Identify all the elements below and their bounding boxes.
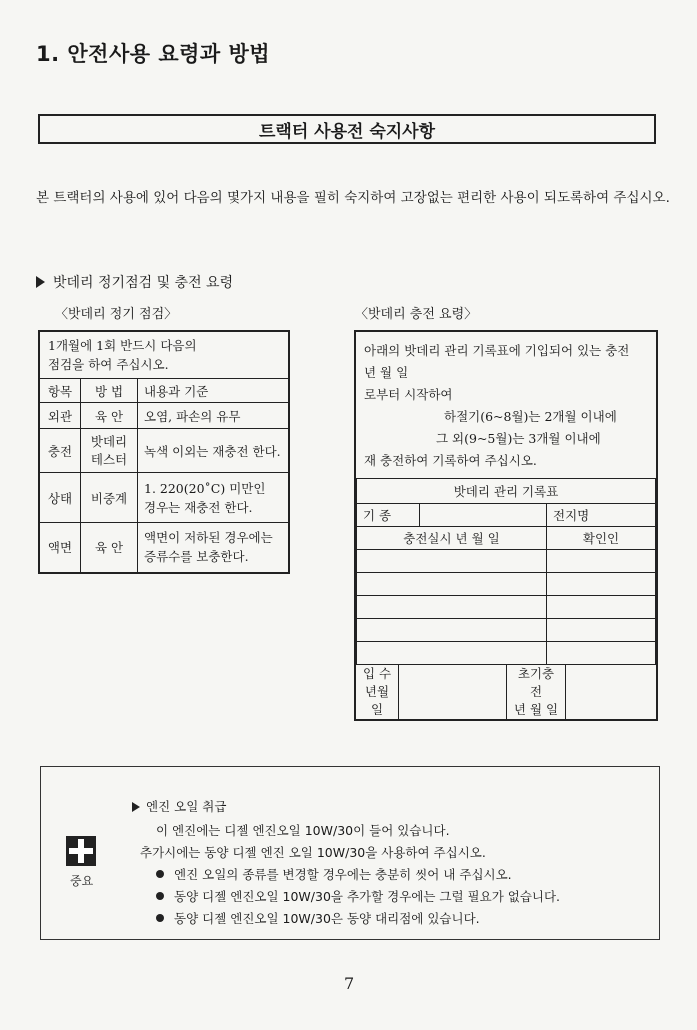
table-row (39, 403, 289, 429)
left-subtitle: 〈밧데리 정기 점검〉 (55, 307, 178, 322)
row-content: 녹색 이외는 재충전 한다. (138, 429, 290, 473)
important-line: 추가시에는 동양 디젤 엔진 오일 10W/30을 사용하여 주십시오. (140, 845, 486, 860)
check-note-line: 1개월에 1회 반드시 다음의 (48, 338, 197, 353)
row-item: 액면 (39, 523, 81, 573)
row-method: 비중계 (81, 473, 138, 523)
initial-charge-label (507, 665, 566, 719)
record-row (357, 573, 656, 596)
header-item: 항목 (39, 379, 81, 403)
row-content: 오염, 파손의 유무 (138, 403, 290, 429)
bullet-item (156, 909, 480, 927)
row-item: 상태 (39, 473, 81, 523)
record-row (357, 550, 656, 573)
triangle-arrow-icon (36, 276, 45, 288)
charging-instructions (356, 332, 656, 478)
important-heading-text: 엔진 오일 취급 (146, 799, 227, 814)
bullet-icon (156, 870, 164, 878)
initial-charge-label-line: 년 월 일 (513, 702, 559, 717)
record-footer (356, 665, 656, 719)
important-heading (132, 797, 226, 815)
right-subtitle: 〈밧데리 충전 요령〉 (355, 307, 478, 322)
instruction-line: 하절기(6~8월)는 2개월 이내에 (444, 409, 617, 424)
record-row (357, 596, 656, 619)
bullet-icon (156, 892, 164, 900)
table-row (39, 523, 289, 573)
row-method: 육 안 (81, 403, 138, 429)
confirm-column-header: 확인인 (547, 527, 656, 550)
dealer-label: 전지명 (547, 504, 656, 527)
instruction-line: 로부터 시작하여 (364, 387, 453, 402)
import-date-label-line: 입 수 (362, 666, 392, 681)
table-row (39, 473, 289, 523)
row-content-line: 경우는 재충전 한다. (144, 499, 253, 515)
battery-check-table (38, 330, 290, 574)
model-value[interactable] (420, 504, 547, 527)
record-row (357, 642, 656, 665)
banner-title: 트랙터 사용전 숙지사항 (38, 114, 656, 144)
instruction-line: 그 외(9~5월)는 3개월 이내에 (436, 431, 601, 446)
row-content-line: 증류수를 보충한다. (144, 549, 249, 565)
row-item: 외관 (39, 403, 81, 429)
row-content (138, 473, 290, 523)
bullet-text: 동양 디젤 엔진오일 10W/30은 동양 대리점에 있습니다. (174, 911, 480, 926)
row-content-line: 1. 220(20˚C) 미만인 (144, 480, 266, 496)
battery-charging-box (354, 330, 658, 721)
initial-charge-label-line: 초기충전 (517, 666, 555, 699)
bullet-item (156, 887, 560, 905)
record-row (357, 619, 656, 642)
row-method: 육 안 (81, 523, 138, 573)
check-note-line: 점검을 하여 주십시오. (48, 357, 169, 372)
row-content (138, 523, 290, 573)
battery-record-table (356, 478, 656, 665)
initial-charge-value[interactable] (566, 665, 657, 719)
important-line: 이 엔진에는 디젤 엔진오일 10W/30이 들어 있습니다. (156, 823, 450, 838)
import-date-label (356, 665, 399, 719)
bullet-item (156, 865, 512, 883)
intro-text: 본 트랙터의 사용에 있어 다음의 몇가지 내용을 필히 숙지하여 고장없는 편리한 사용이 되도록하여 주십시오. (36, 190, 670, 206)
section-title: 밧데리 정기점검 및 충전 요령 (53, 275, 234, 291)
bullet-icon (156, 914, 164, 922)
date-column-header: 충전실시 년 월 일 (357, 527, 547, 550)
row-method-line: 밧데리 (90, 433, 128, 449)
instruction-line: 재 충전하여 기록하여 주십시오. (364, 453, 537, 468)
record-title: 밧데리 관리 기록표 (357, 479, 656, 504)
triangle-arrow-icon (132, 802, 140, 812)
import-date-label-line: 년월일 (364, 684, 390, 717)
import-date-value[interactable] (399, 665, 507, 719)
check-note (39, 331, 289, 379)
bullet-text: 동양 디젤 엔진오일 10W/30을 추가할 경우에는 그럴 필요가 없습니다. (174, 889, 561, 904)
cross-warning-icon (66, 836, 96, 866)
row-method-line: 테스터 (90, 451, 128, 467)
bullet-text: 엔진 오일의 종류를 변경할 경우에는 충분히 씻어 내 주십시오. (174, 867, 512, 882)
chapter-title: 1. 안전사용 요령과 방법 (36, 42, 271, 66)
instruction-line: 아래의 밧데리 관리 기록표에 기입되어 있는 충전 (364, 343, 630, 358)
header-content: 내용과 기준 (138, 379, 290, 403)
row-item: 충전 (39, 429, 81, 473)
page-number: 7 (344, 974, 355, 993)
instruction-line: 년 월 일 (364, 365, 409, 380)
row-content-line: 액면이 저하된 경우에는 (144, 530, 273, 546)
important-label: 중요 (70, 874, 94, 888)
row-method (81, 429, 138, 473)
model-label: 기 종 (357, 504, 420, 527)
header-method: 방 법 (81, 379, 138, 403)
section-heading (36, 272, 233, 292)
table-row (39, 429, 289, 473)
